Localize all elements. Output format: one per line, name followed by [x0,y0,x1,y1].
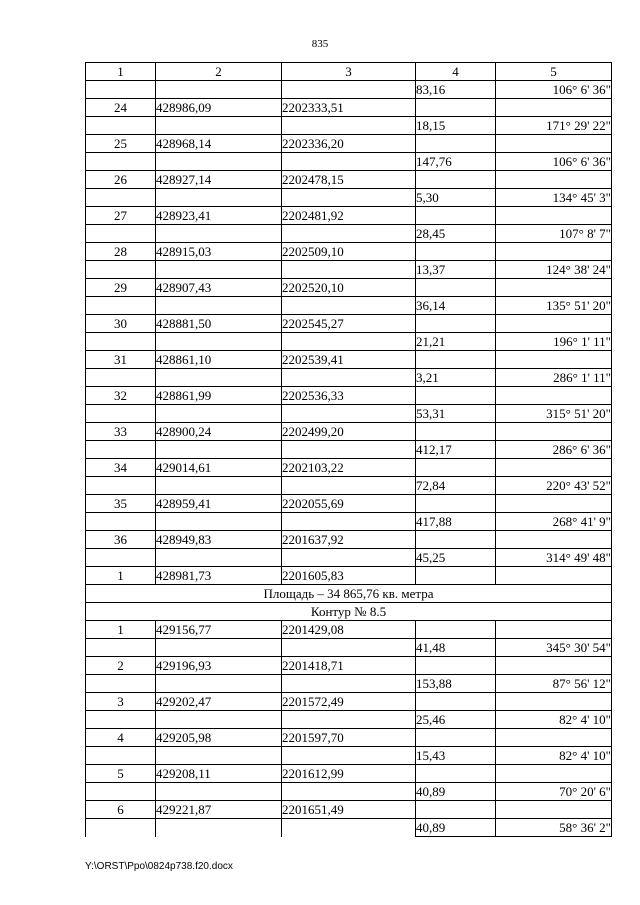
point-row [86,351,612,369]
x-coordinate: 429205,98 [156,729,282,747]
x-coordinate: 429014,61 [156,459,282,477]
point-row [86,693,612,711]
point-number: 32 [86,387,156,405]
header-cell-4: 4 [416,63,496,81]
point-row [86,99,612,117]
empty-cell [282,261,416,279]
empty-cell [416,315,496,333]
empty-cell [416,801,496,819]
empty-cell [496,801,612,819]
y-coordinate: 2202055,69 [282,495,416,513]
x-coordinate: 429156,77 [156,621,282,639]
segment-length: 45,25 [416,549,496,567]
empty-cell [156,405,282,423]
empty-cell [416,171,496,189]
segment-row [86,549,612,567]
empty-cell [86,261,156,279]
segment-row [86,783,612,801]
direction-angle: 268° 41' 9" [496,513,612,531]
empty-cell [416,387,496,405]
point-number: 1 [86,567,156,585]
empty-cell [282,117,416,135]
segment-length: 13,37 [416,261,496,279]
empty-cell [86,441,156,459]
segment-row [86,189,612,207]
point-number: 28 [86,243,156,261]
empty-cell [282,189,416,207]
direction-angle: 106° 6' 36" [496,153,612,171]
empty-cell [496,693,612,711]
segment-length: 412,17 [416,441,496,459]
header-cell-3: 3 [282,63,416,81]
empty-cell [282,819,416,837]
direction-angle: 82° 4' 10" [496,711,612,729]
empty-cell [282,747,416,765]
empty-cell [86,639,156,657]
segment-length: 40,89 [416,783,496,801]
empty-cell [156,117,282,135]
file-path-footer: Y:\ORST\Ppo\0824p738.f20.docx [85,861,233,872]
empty-cell [282,153,416,171]
empty-cell [496,567,612,585]
y-coordinate: 2202539,41 [282,351,416,369]
y-coordinate: 2201651,49 [282,801,416,819]
empty-cell [156,783,282,801]
coordinates-table [85,62,612,837]
x-coordinate: 428861,99 [156,387,282,405]
x-coordinate: 429221,87 [156,801,282,819]
empty-cell [496,423,612,441]
segment-length: 41,48 [416,639,496,657]
segment-row [86,477,612,495]
direction-angle: 124° 38' 24" [496,261,612,279]
direction-angle: 106° 6' 36" [496,81,612,99]
empty-cell [86,549,156,567]
empty-cell [496,765,612,783]
empty-cell [86,225,156,243]
point-number: 36 [86,531,156,549]
empty-cell [86,675,156,693]
y-coordinate: 2201572,49 [282,693,416,711]
point-row [86,135,612,153]
point-row [86,171,612,189]
empty-cell [496,495,612,513]
segment-row [86,333,612,351]
empty-cell [416,729,496,747]
empty-cell [156,153,282,171]
empty-cell [282,513,416,531]
point-row [86,657,612,675]
point-number: 24 [86,99,156,117]
point-row [86,387,612,405]
segment-length: 28,45 [416,225,496,243]
direction-angle: 134° 45' 3" [496,189,612,207]
point-row [86,621,612,639]
point-number: 5 [86,765,156,783]
empty-cell [86,747,156,765]
segment-length: 147,76 [416,153,496,171]
y-coordinate: 2202333,51 [282,99,416,117]
y-coordinate: 2201605,83 [282,567,416,585]
point-number: 2 [86,657,156,675]
empty-cell [156,189,282,207]
point-number: 27 [86,207,156,225]
segment-row [86,747,612,765]
segment-row [86,261,612,279]
empty-cell [156,711,282,729]
empty-cell [416,693,496,711]
empty-cell [156,261,282,279]
point-number: 33 [86,423,156,441]
empty-cell [496,279,612,297]
point-row [86,207,612,225]
point-number: 34 [86,459,156,477]
empty-cell [496,207,612,225]
segment-length: 36,14 [416,297,496,315]
empty-cell [282,369,416,387]
empty-cell [416,621,496,639]
empty-cell [496,729,612,747]
point-row [86,531,612,549]
direction-angle: 196° 1' 11" [496,333,612,351]
empty-cell [496,531,612,549]
empty-cell [496,621,612,639]
direction-angle: 286° 6' 36" [496,441,612,459]
point-number: 31 [86,351,156,369]
direction-angle: 315° 51' 20" [496,405,612,423]
empty-cell [86,117,156,135]
direction-angle: 87° 56' 12" [496,675,612,693]
header-row [86,63,612,81]
y-coordinate: 2202520,10 [282,279,416,297]
x-coordinate: 428927,14 [156,171,282,189]
y-coordinate: 2202481,92 [282,207,416,225]
empty-cell [416,459,496,477]
x-coordinate: 428949,83 [156,531,282,549]
empty-cell [156,369,282,387]
y-coordinate: 2202499,20 [282,423,416,441]
empty-cell [416,765,496,783]
point-number: 26 [86,171,156,189]
empty-cell [86,153,156,171]
x-coordinate: 428986,09 [156,99,282,117]
empty-cell [416,495,496,513]
point-row [86,495,612,513]
point-row [86,423,612,441]
empty-cell [156,333,282,351]
empty-cell [156,513,282,531]
point-row [86,459,612,477]
empty-cell [416,135,496,153]
point-number: 3 [86,693,156,711]
segment-length: 40,89 [416,819,496,837]
empty-cell [282,711,416,729]
point-row [86,765,612,783]
segment-row [86,819,612,837]
x-coordinate: 428900,24 [156,423,282,441]
empty-cell [496,387,612,405]
x-coordinate: 428881,50 [156,315,282,333]
segment-length: 3,21 [416,369,496,387]
x-coordinate: 428861,10 [156,351,282,369]
direction-angle: 58° 36' 2" [496,819,612,837]
segment-row [86,297,612,315]
empty-cell [496,657,612,675]
x-coordinate: 428959,41 [156,495,282,513]
empty-cell [282,405,416,423]
empty-cell [416,279,496,297]
empty-cell [282,333,416,351]
empty-cell [86,513,156,531]
point-number: 30 [86,315,156,333]
empty-cell [282,639,416,657]
empty-cell [282,675,416,693]
y-coordinate: 2201429,08 [282,621,416,639]
y-coordinate: 2201418,71 [282,657,416,675]
segment-row [86,369,612,387]
segment-row [86,81,612,99]
empty-cell [156,819,282,837]
empty-cell [416,657,496,675]
empty-cell [86,81,156,99]
empty-cell [282,783,416,801]
header-cell-2: 2 [156,63,282,81]
empty-cell [416,531,496,549]
empty-cell [496,459,612,477]
segment-length: 72,84 [416,477,496,495]
header-cell-1: 1 [86,63,156,81]
segment-row [86,711,612,729]
empty-cell [86,405,156,423]
segment-length: 25,46 [416,711,496,729]
empty-cell [282,441,416,459]
segment-length: 53,31 [416,405,496,423]
point-row [86,243,612,261]
x-coordinate: 428968,14 [156,135,282,153]
point-number: 6 [86,801,156,819]
segment-row [86,153,612,171]
empty-cell [496,243,612,261]
segment-row [86,225,612,243]
point-row [86,801,612,819]
empty-cell [496,135,612,153]
section-row [86,585,612,603]
empty-cell [282,549,416,567]
point-number: 25 [86,135,156,153]
x-coordinate: 428981,73 [156,567,282,585]
empty-cell [156,639,282,657]
empty-cell [156,225,282,243]
empty-cell [156,549,282,567]
segment-row [86,675,612,693]
empty-cell [496,171,612,189]
empty-cell [496,315,612,333]
empty-cell [156,747,282,765]
empty-cell [86,819,156,837]
segment-length: 21,21 [416,333,496,351]
empty-cell [156,441,282,459]
empty-cell [86,297,156,315]
segment-length: 5,30 [416,189,496,207]
y-coordinate: 2202536,33 [282,387,416,405]
direction-angle: 220° 43' 52" [496,477,612,495]
direction-angle: 82° 4' 10" [496,747,612,765]
direction-angle: 135° 51' 20" [496,297,612,315]
empty-cell [156,297,282,315]
segment-length: 417,88 [416,513,496,531]
y-coordinate: 2201612,99 [282,765,416,783]
coordinates-table-body [86,63,612,837]
x-coordinate: 428923,41 [156,207,282,225]
segment-row [86,117,612,135]
empty-cell [416,243,496,261]
section-title: Контур № 8.5 [86,603,612,621]
y-coordinate: 2201597,70 [282,729,416,747]
point-row [86,315,612,333]
point-row [86,279,612,297]
empty-cell [156,81,282,99]
point-number: 35 [86,495,156,513]
segment-row [86,513,612,531]
y-coordinate: 2202478,15 [282,171,416,189]
y-coordinate: 2202545,27 [282,315,416,333]
empty-cell [416,351,496,369]
x-coordinate: 428915,03 [156,243,282,261]
x-coordinate: 429196,93 [156,657,282,675]
empty-cell [282,225,416,243]
empty-cell [156,477,282,495]
y-coordinate: 2201637,92 [282,531,416,549]
empty-cell [86,711,156,729]
empty-cell [86,477,156,495]
empty-cell [156,675,282,693]
x-coordinate: 429208,11 [156,765,282,783]
empty-cell [416,99,496,117]
x-coordinate: 428907,43 [156,279,282,297]
empty-cell [282,477,416,495]
segment-row [86,405,612,423]
point-row [86,567,612,585]
point-number: 4 [86,729,156,747]
direction-angle: 314° 49' 48" [496,549,612,567]
segment-row [86,441,612,459]
empty-cell [86,333,156,351]
segment-length: 18,15 [416,117,496,135]
direction-angle: 345° 30' 54" [496,639,612,657]
empty-cell [416,567,496,585]
direction-angle: 171° 29' 22" [496,117,612,135]
point-number: 29 [86,279,156,297]
y-coordinate: 2202336,20 [282,135,416,153]
direction-angle: 70° 20' 6" [496,783,612,801]
empty-cell [86,783,156,801]
empty-cell [416,423,496,441]
y-coordinate: 2202509,10 [282,243,416,261]
empty-cell [282,297,416,315]
direction-angle: 286° 1' 11" [496,369,612,387]
empty-cell [86,189,156,207]
empty-cell [416,207,496,225]
empty-cell [496,99,612,117]
empty-cell [496,351,612,369]
x-coordinate: 429202,47 [156,693,282,711]
point-number: 1 [86,621,156,639]
page-number: 835 [311,38,329,50]
direction-angle: 107° 8' 7" [496,225,612,243]
segment-length: 153,88 [416,675,496,693]
point-row [86,729,612,747]
segment-row [86,639,612,657]
segment-length: 15,43 [416,747,496,765]
section-row [86,603,612,621]
section-title: Площадь – 34 865,76 кв. метра [86,585,612,603]
header-cell-5: 5 [496,63,612,81]
empty-cell [86,369,156,387]
segment-length: 83,16 [416,81,496,99]
y-coordinate: 2202103,22 [282,459,416,477]
empty-cell [282,81,416,99]
